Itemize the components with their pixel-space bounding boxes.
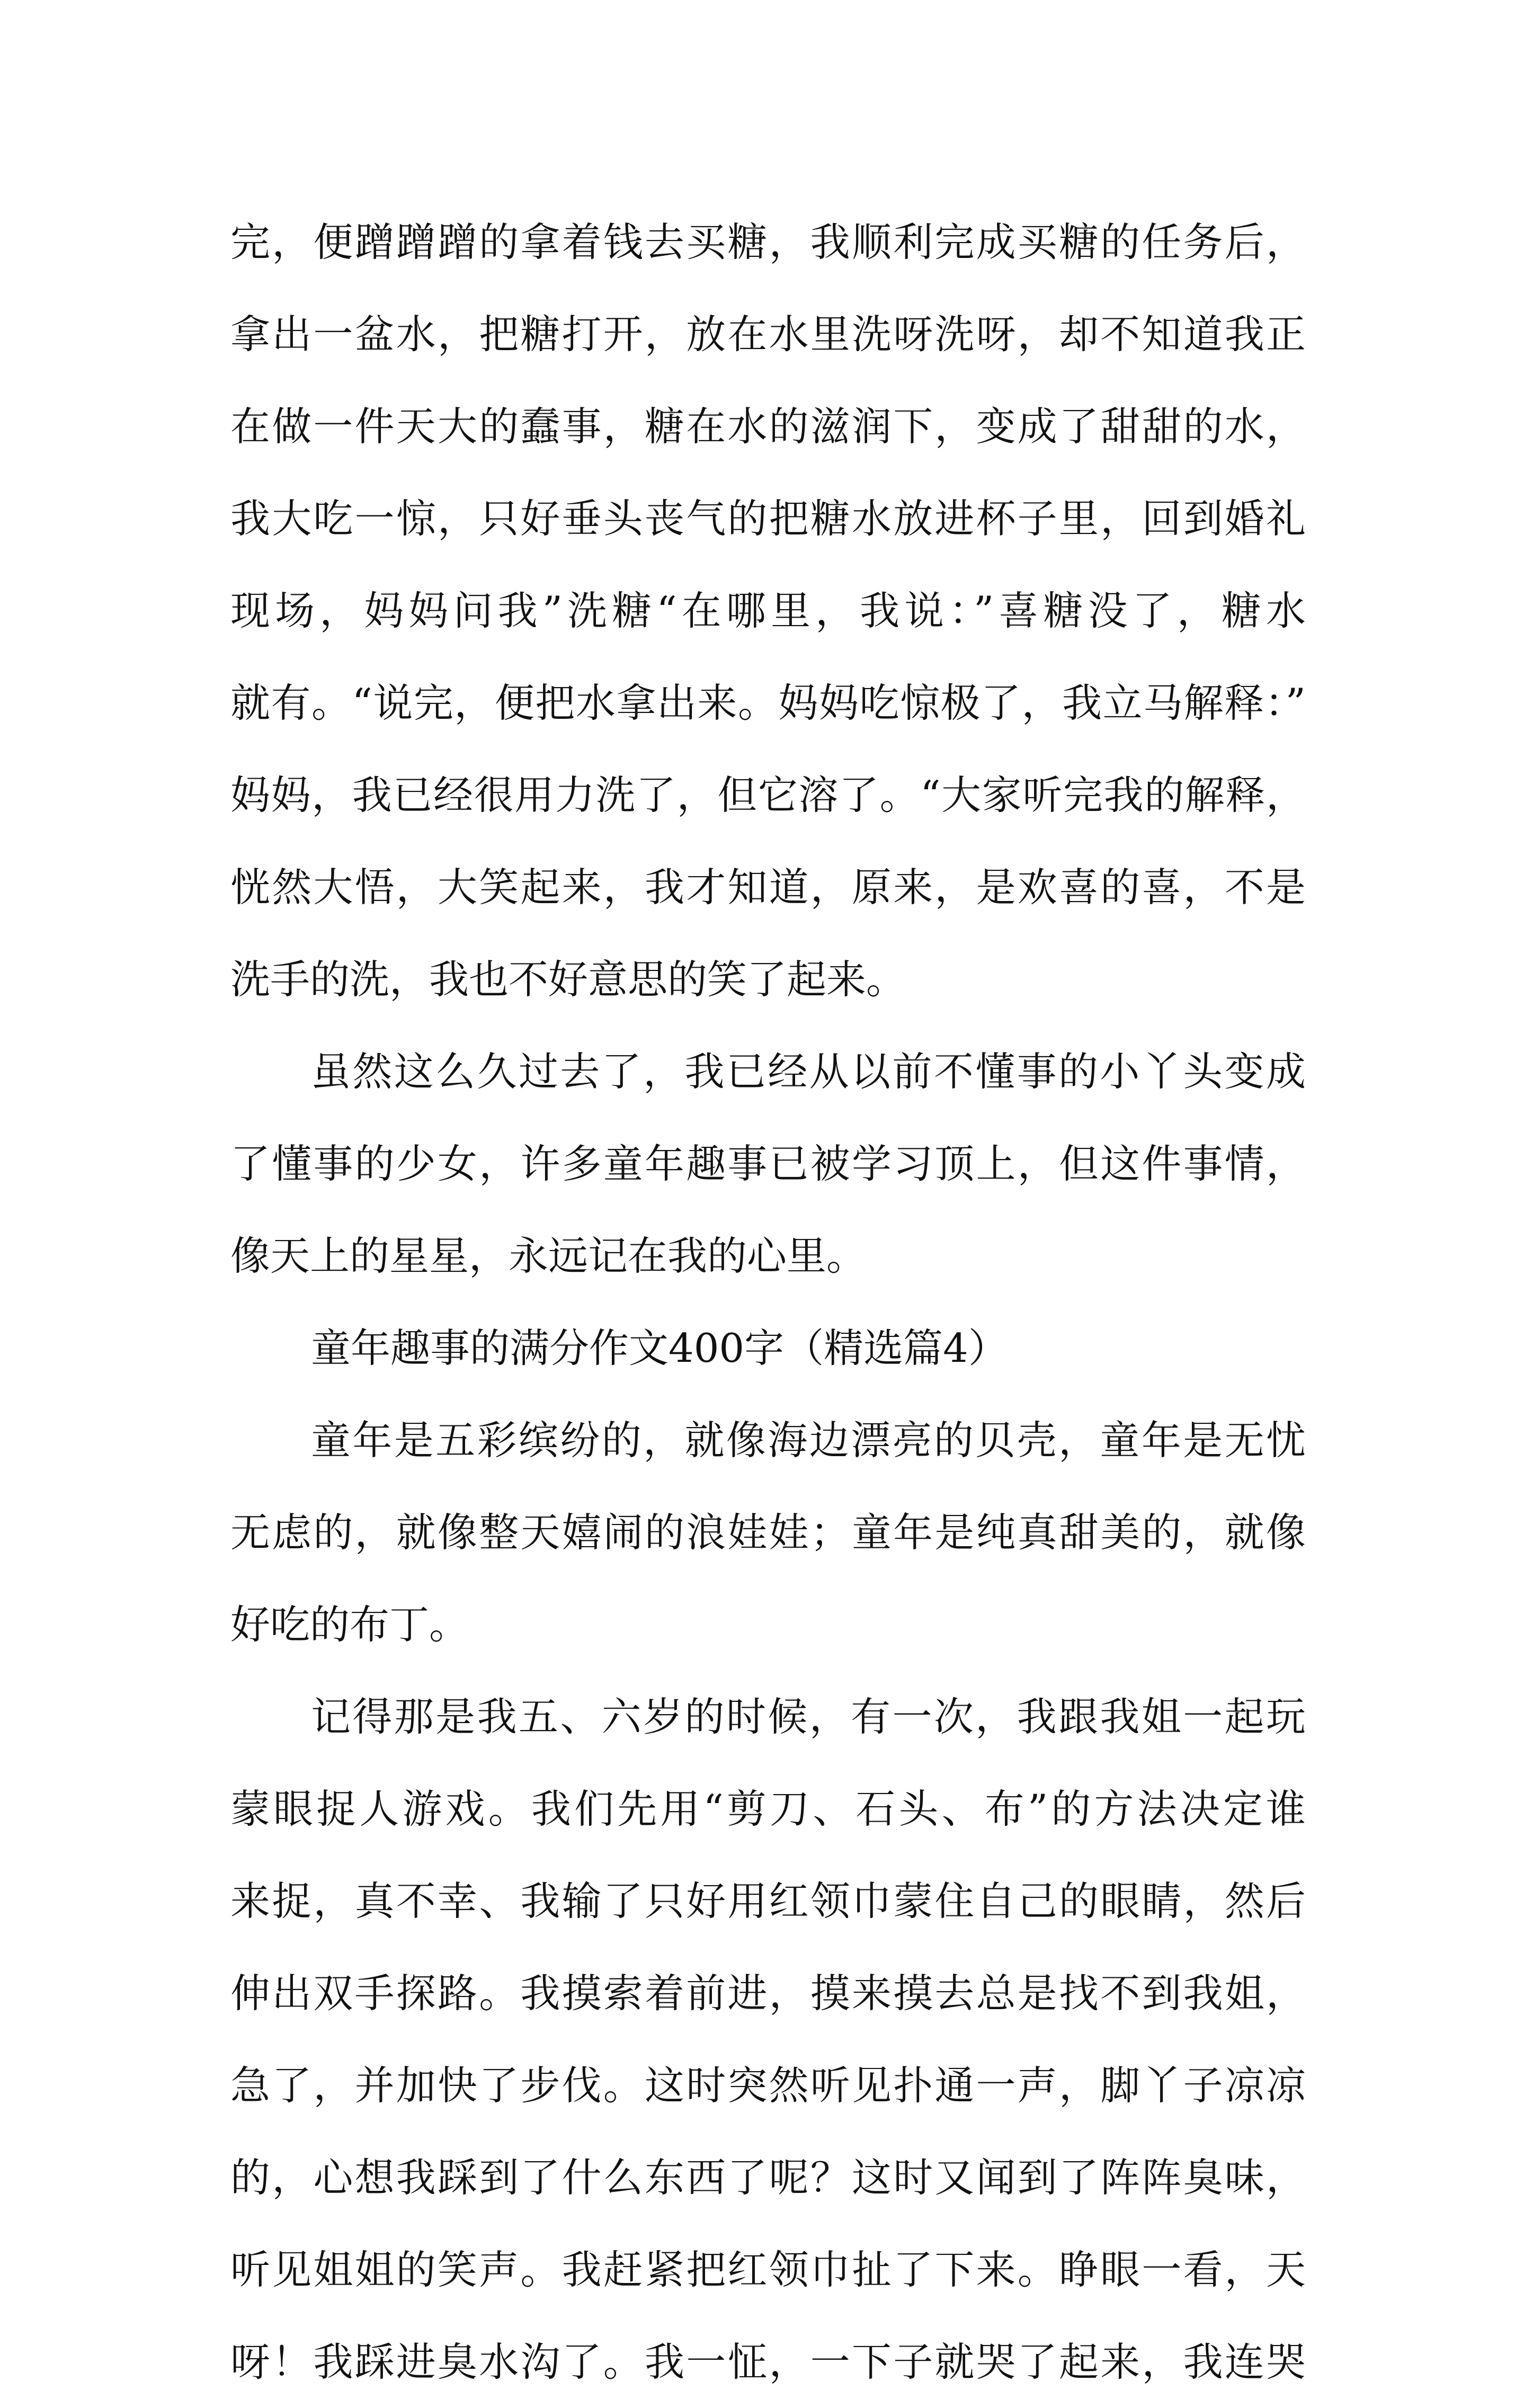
text-line: 蒙眼捉人游戏。我们先用“剪刀、石头、布”的方法决定谁 [230,1786,1306,1832]
document-body [230,196,1306,2408]
text-line: 童年趣事的满分作文400字（精选篇4） [311,1325,1008,1371]
text-line: 来捉，真不幸、我输了只好用红领巾蒙住自己的眼睛，然后 [230,1878,1306,1924]
text-line: 记得那是我五、六岁的时候，有一次，我跟我姐一起玩 [311,1693,1306,1740]
text-line: 好吃的布丁。 [230,1601,469,1648]
text-line: 妈妈，我已经很用力洗了，但它溶了。“大家听完我的解释， [230,772,1306,818]
text-line: 的，心想我踩到了什么东西了呢？这时又闻到了阵阵臭味， [230,2154,1306,2201]
text-line: 拿出一盆水，把糖打开，放在水里洗呀洗呀，却不知道我正 [230,311,1306,358]
text-line: 了懂事的少女，许多童年趣事已被学习顶上，但这件事情， [230,1140,1306,1187]
text-line: 恍然大悟，大笑起来，我才知道，原来，是欢喜的喜，不是 [230,864,1306,911]
text-line: 伸出双手探路。我摸索着前进，摸来摸去总是找不到我姐， [230,1970,1306,2017]
text-line: 就有。“说完，便把水拿出来。妈妈吃惊极了，我立马解释：” [230,680,1306,726]
text-line: 像天上的星星，永远记在我的心里。 [230,1233,867,1279]
text-line: 现场，妈妈问我”洗糖“在哪里，我说：”喜糖没了，糖水 [230,587,1306,634]
text-line: 急了，并加快了步伐。这时突然听见扑通一声，脚丫子凉凉 [230,2062,1306,2109]
text-line: 在做一件天大的蠢事，糖在水的滋润下，变成了甜甜的水， [230,403,1306,450]
text-line: 无虑的，就像整天嬉闹的浪娃娃；童年是纯真甜美的，就像 [230,1509,1306,1556]
text-line: 我大吃一惊，只好垂头丧气的把糖水放进杯子里，回到婚礼 [230,495,1306,542]
text-line: 洗手的洗，我也不好意思的笑了起来。 [230,956,906,1003]
text-line: 听见姐姐的笑声。我赶紧把红领巾扯了下来。睁眼一看，天 [230,2246,1306,2293]
text-line: 呀！我踩进臭水沟了。我一怔，一下子就哭了起来，我连哭 [230,2339,1306,2385]
text-line: 虽然这么久过去了，我已经从以前不懂事的小丫头变成 [311,1048,1306,1095]
text-line: 完，便蹭蹭蹭的拿着钱去买糖，我顺利完成买糖的任务后， [230,219,1306,265]
text-line: 童年是五彩缤纷的，就像海边漂亮的贝壳，童年是无忧 [311,1417,1306,1464]
